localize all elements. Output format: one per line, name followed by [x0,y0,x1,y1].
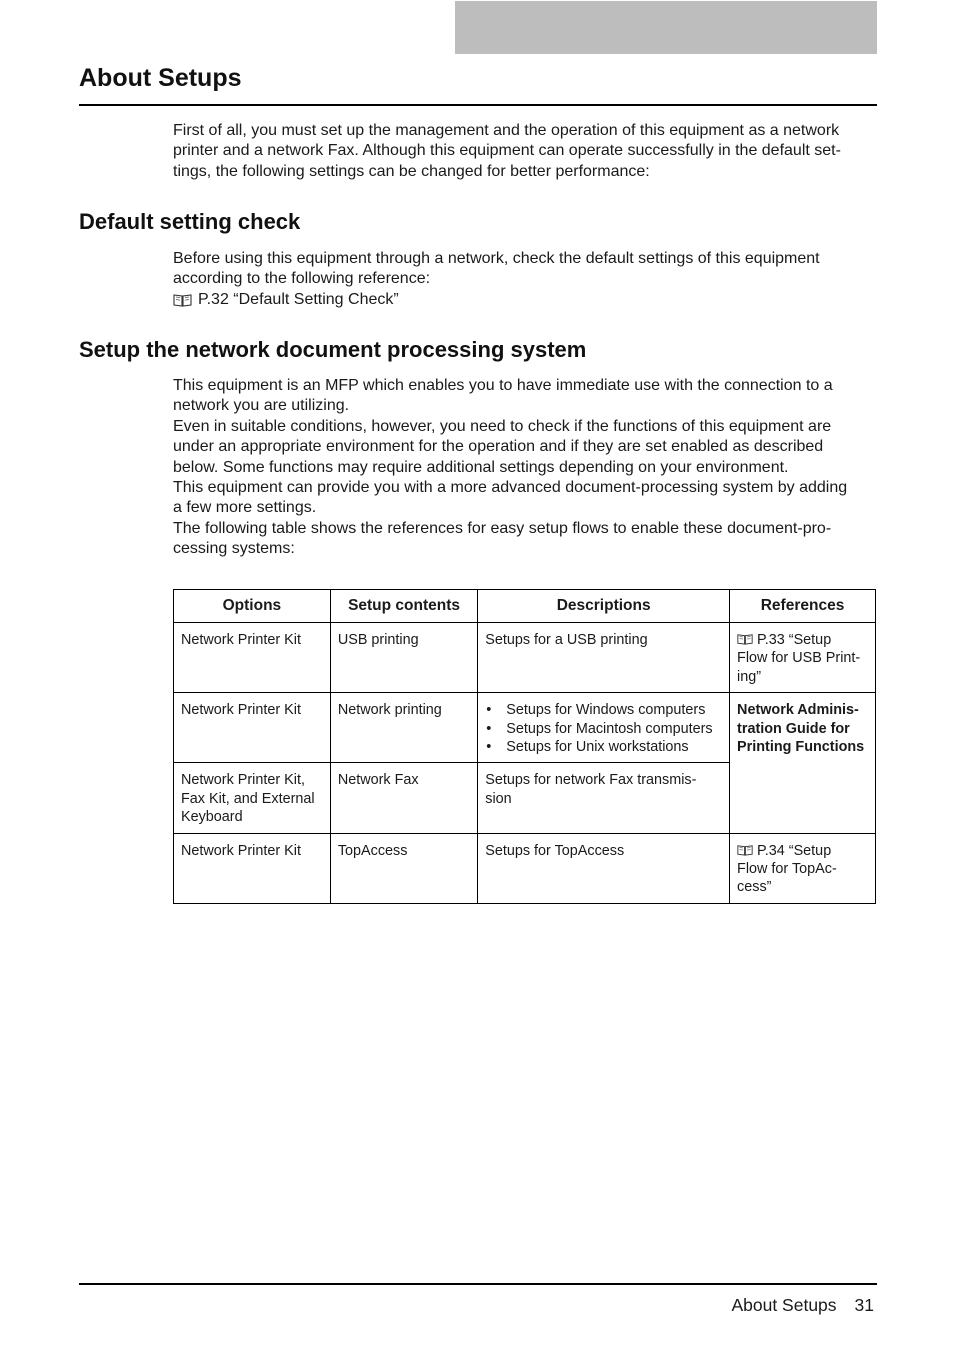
cell-line: Network Printer Kit [181,842,301,859]
table-row [174,623,876,693]
reference-text: Flow for USB Print- [737,650,861,667]
setup-reference-table [173,589,876,904]
setup-cell [330,833,477,903]
paragraph-line: under an appropriate environment for the operation and if they are set enabled as described [173,438,824,456]
cell-line: TopAccess [337,842,408,859]
intro-paragraph [173,121,877,182]
paragraph-line: Even in suitable conditions, however, you need to check if the functions of this equipment are [173,417,832,435]
table-row [174,693,876,763]
intro-line: tings, the following settings can be changed for better performance: [173,162,650,180]
cell-line: Setups for TopAccess [485,842,625,859]
reference-cell [730,693,876,833]
book-icon [737,844,753,856]
book-icon [737,633,753,645]
paragraph-line: a few more settings. [173,499,317,517]
header-tab [455,1,877,54]
setup-cell [330,763,477,833]
cell-line: Network Printer Kit [181,632,301,648]
default-setting-paragraph [173,249,877,310]
reference-text: Printing Functions [737,739,865,756]
bullet-item: • Setups for Macintosh computers [480,720,722,738]
options-cell [174,763,331,833]
section-heading-default-setting: Default setting check [79,209,301,234]
book-icon [173,293,192,307]
setup-cell [330,693,477,763]
cell-line: sion [485,790,512,807]
description-cell [478,763,730,833]
reference-link[interactable] [737,631,868,649]
page-title: About Setups [79,64,242,92]
column-header-references: References [730,590,876,623]
reference-text: P.32 “Default Setting Check” [198,290,399,308]
cell-line: Keyboard [181,809,243,826]
paragraph-line: cessing systems: [173,540,295,558]
table-header-row [174,590,876,623]
reference-text: Network Adminis- [737,702,859,719]
description-cell [478,833,730,903]
options-cell [174,693,331,763]
cell-line: USB printing [337,632,419,648]
paragraph-line: This equipment is an MFP which enables you to have immediate use with the connection to a [173,377,833,394]
cell-line: Setups for network Fax transmis- [485,772,697,789]
column-header-options: Options [174,590,331,623]
cell-line: Network printing [337,702,442,719]
paragraph-line: network you are utilizing. [173,397,350,415]
footer-rule [79,1283,877,1285]
reference-text: ing” [737,668,762,685]
footer-section-label: About Setups [731,1295,837,1315]
section-heading-network-setup: Setup the network document processing system [79,337,587,362]
reference-text: cess” [737,879,772,896]
setup-cell [330,623,477,693]
options-cell [174,833,331,903]
reference-cell[interactable] [730,833,876,903]
bullet-item: • Setups for Windows computers [480,701,722,719]
reference-text: P.34 “Setup [757,842,832,859]
cell-line: Setups for a USB printing [485,632,648,648]
network-setup-paragraph [173,376,877,560]
cell-line: Network Printer Kit, [181,772,305,789]
paragraph-line: This equipment can provide you with a more advanced document-processing system by adding [173,479,848,497]
cell-line: Fax Kit, and External [181,790,315,807]
paragraph-line: below. Some functions may require additional settings depending on your environment. [173,458,789,476]
description-cell [478,623,730,693]
bullet-item: • Setups for Unix workstations [480,738,722,756]
reference-link[interactable] [737,842,868,860]
bullet-list [480,701,722,756]
paragraph-line: Before using this equipment through a network, check the default settings of this equipment [173,250,820,267]
table-row [174,833,876,903]
page-footer [731,1295,874,1316]
intro-line: First of all, you must set up the management and the operation of this equipment as a network [173,122,840,139]
paragraph-line: according to the following reference: [173,270,431,288]
paragraph-line: The following table shows the references for easy setup flows to enable these document-pro- [173,519,832,537]
default-setting-reference[interactable] [173,290,877,310]
page-number: 31 [854,1295,874,1315]
title-rule [79,104,877,106]
options-cell [174,623,331,693]
reference-text: P.33 “Setup [757,632,832,648]
cell-line: Network Printer Kit [181,702,301,719]
column-header-descriptions: Descriptions [478,590,730,623]
reference-cell[interactable] [730,623,876,693]
description-cell [478,693,730,763]
reference-text: tration Guide for [737,720,850,737]
reference-text: Flow for TopAc- [737,861,837,878]
intro-line: printer and a network Fax. Although this equipment can operate successfully in the default set- [173,142,841,160]
column-header-setup-contents: Setup contents [330,590,477,623]
cell-line: Network Fax [337,772,419,789]
